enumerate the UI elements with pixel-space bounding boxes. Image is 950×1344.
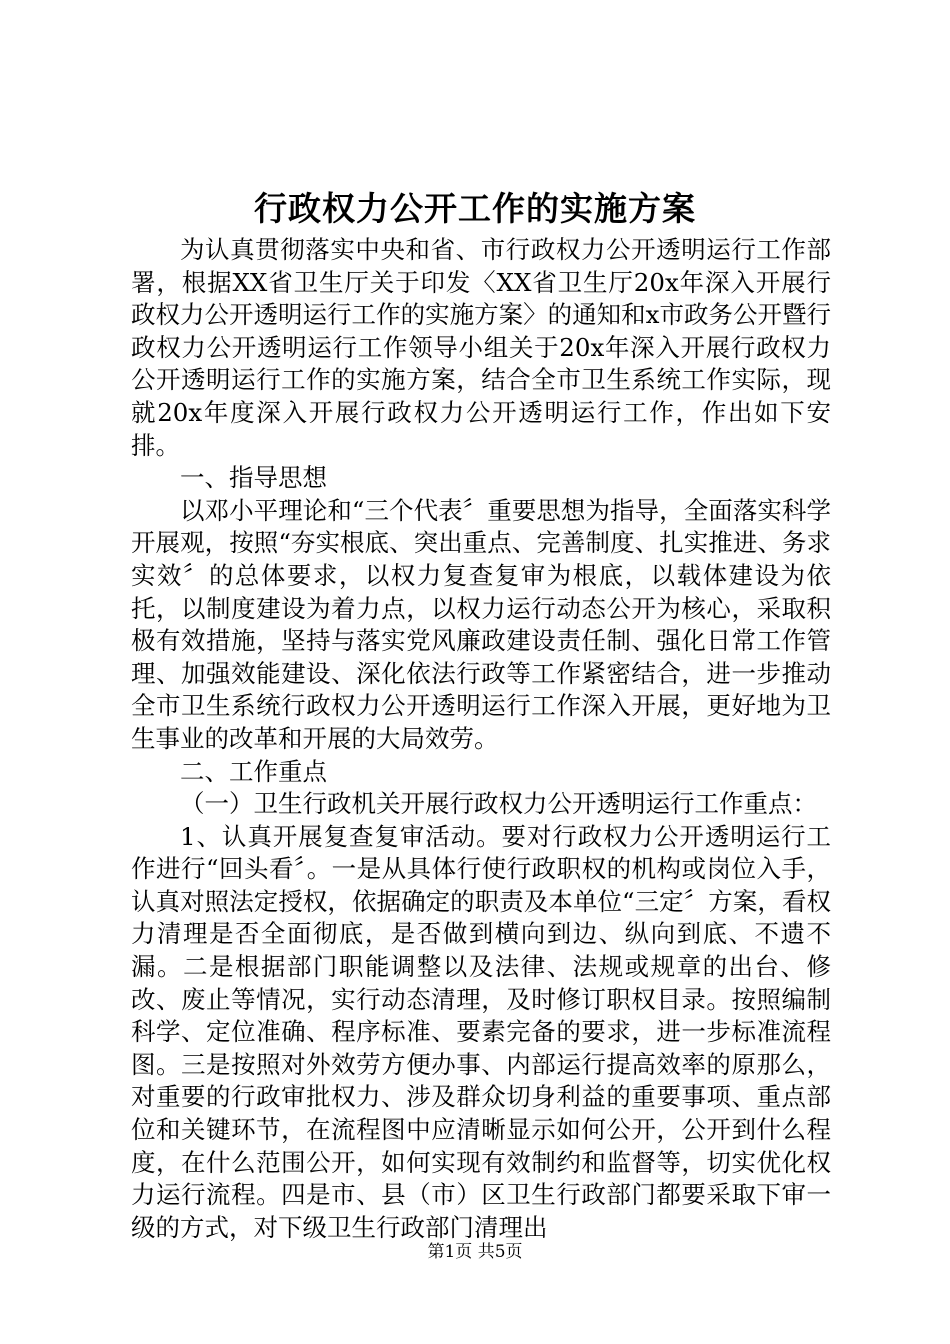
section-heading-work-focus: 二、工作重点 (180, 756, 327, 786)
intro-paragraph: 为认真贯彻落实中央和省、市行政权力公开透明运行工作部署，根据XX省卫生厅关于印发〈XX省卫生厅20x年深入开展行政权力公开透明运行工作的实施方案〉的通知和x市政务公开暨行政权力公开透明运行工作领导小组关于20x年深入开展行政权力公开透明运行工作的实施方案，结合全市卫生系统工作实际，现就20x年度深入开展行政权力公开透明运行工作，作出如下安排。 (131, 235, 831, 460)
guiding-ideology-paragraph: 以邓小平理论和“三个代表〞重要思想为指导，全面落实科学开展观，按照“夯实根底、突出重点、完善制度、扎实推进、务求实效〞的总体要求，以权力复查复审为根底，以载体建设为依托，以制度建设为着力点，以权力运行动态公开为核心，采取积极有效措施，坚持与落实党风廉政建设责任制、强化日常工作管理、加强效能建设、深化依法行政等工作紧密结合，进一步推动全市卫生系统行政权力公开透明运行工作深入开展，更好地为卫生事业的改革和开展的大局效劳。 (131, 495, 831, 753)
section-heading-guiding-ideology: 一、指导思想 (180, 463, 327, 493)
subsection-heading-agency-focus: （一）卫生行政机关开展行政权力公开透明运行工作重点： (180, 789, 817, 819)
document-title: 行政权力公开工作的实施方案 (254, 189, 696, 228)
document-body (131, 234, 831, 1244)
page-number-footer: 第1页 共5页 (427, 1242, 523, 1262)
review-activity-paragraph: 1、认真开展复查复审活动。要对行政权力公开透明运行工作进行“回头看〞。一是从具体行使行政职权的机构或岗位入手，认真对照法定授权，依据确定的职责及本单位“三定〞方案，看权力清理是否全面彻底，是否做到横向到边、纵向到底、不遗不漏。二是根据部门职能调整以及法律、法规或规章的出台、修改、废止等情况，实行动态清理，及时修订职权目录。按照编制科学、定位准确、程序标准、要素完备的要求，进一步标准流程图。三是按照对外效劳方便办事、内部运行提高效率的原那么，对重要的行政审批权力、涉及群众切身利益的重要事项、重点部位和关键环节，在流程图中应清晰显示如何公开，公开到什么程度，在什么范围公开，如何实现有效制约和监督等，切实优化权力运行流程。四是市、县（市）区卫生行政部门都要采取下审一级的方式，对下级卫生行政部门清理出 (131, 821, 831, 1242)
